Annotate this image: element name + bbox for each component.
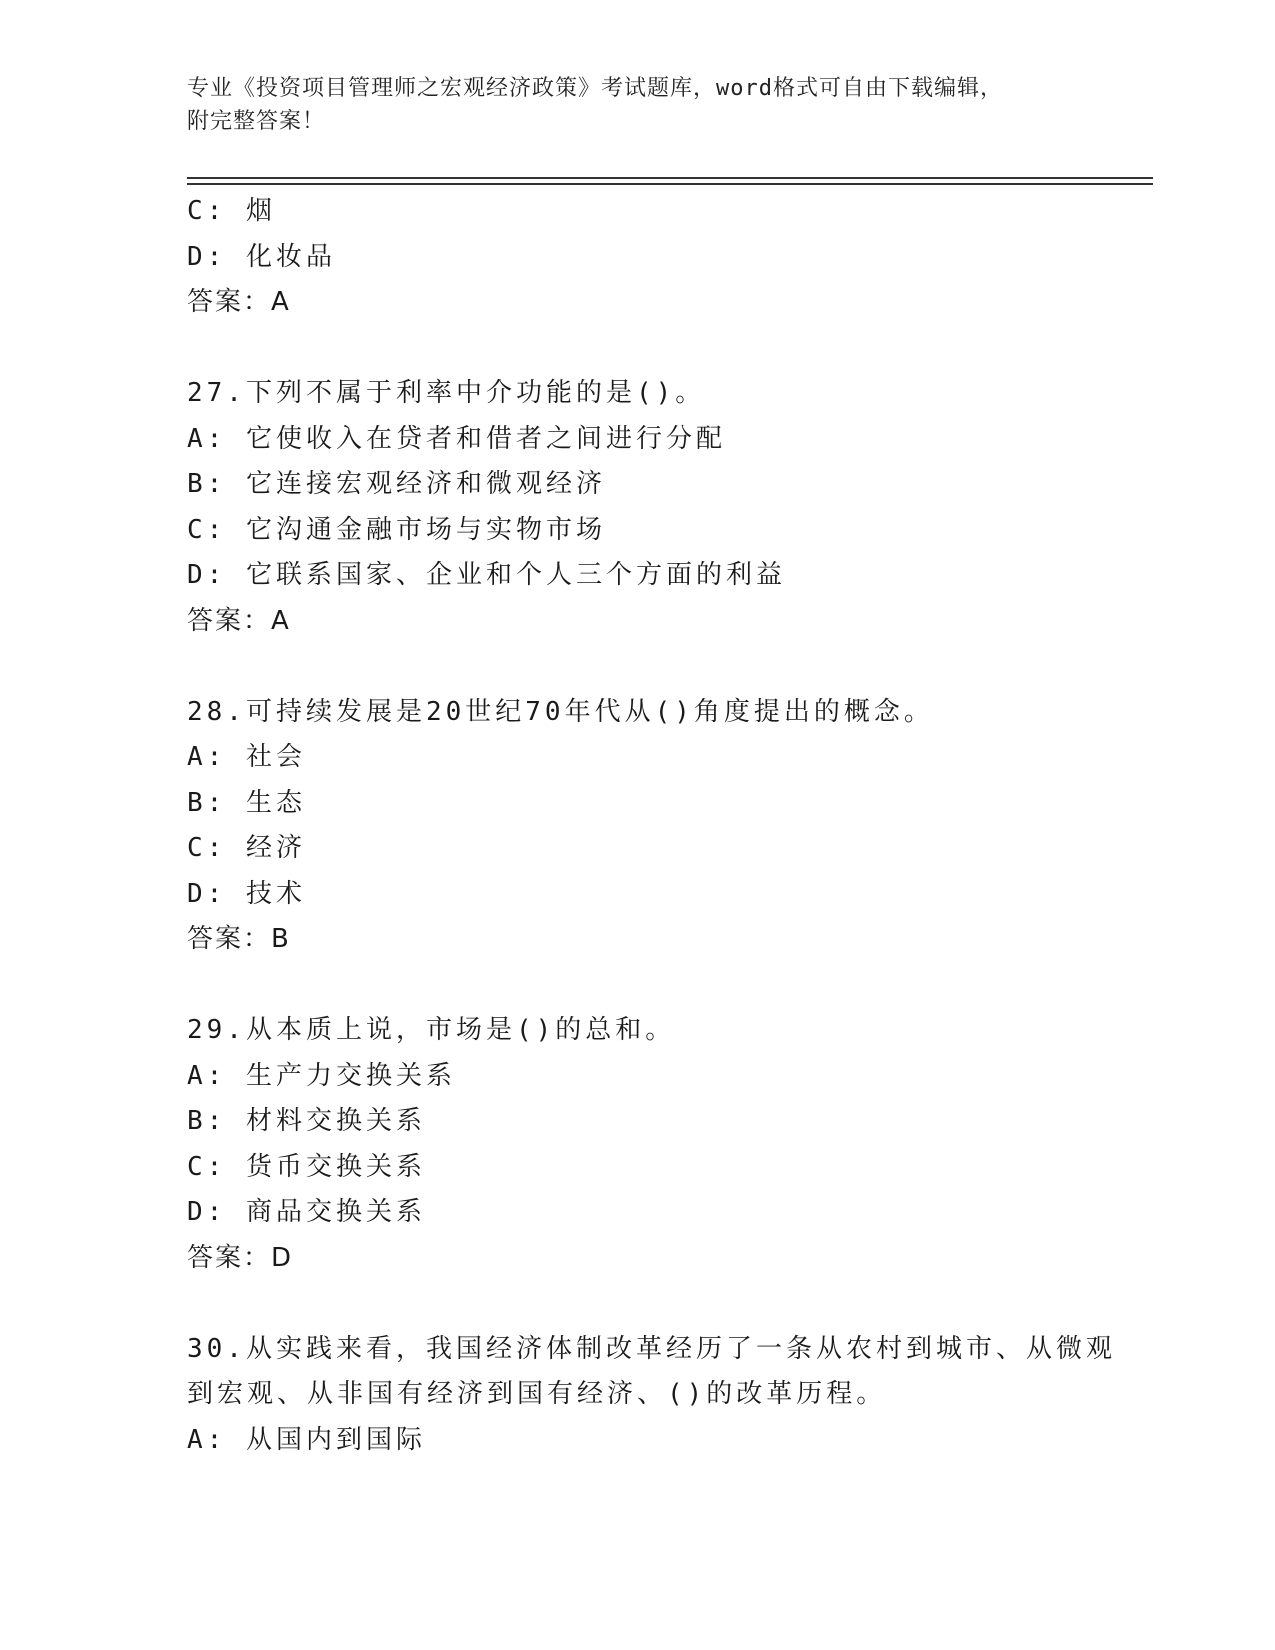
spacer bbox=[187, 963, 1153, 1009]
question-title-line-1: 30.从实践来看，我国经济体制改革经历了一条从农村到城市、从微观 bbox=[187, 1333, 1116, 1364]
option-d: D: 商品交换关系 bbox=[187, 1197, 426, 1227]
question-27 bbox=[187, 371, 1153, 644]
question-30 bbox=[187, 1327, 1153, 1464]
option-a: A: 从国内到国际 bbox=[187, 1424, 426, 1455]
answer-line: 答案：B bbox=[187, 924, 291, 954]
option-a: A: 社会 bbox=[187, 742, 306, 772]
option-d: D: 它联系国家、企业和个人三个方面的利益 bbox=[187, 560, 786, 590]
question-list bbox=[187, 189, 1153, 1463]
spacer bbox=[187, 644, 1153, 690]
question-title-line-2: 到宏观、从非国有经济到国有经济、()的改革历程。 bbox=[187, 1379, 887, 1409]
option-b: B: 生态 bbox=[187, 787, 306, 818]
option-b: B: 它连接宏观经济和微观经济 bbox=[187, 469, 606, 499]
question-title: 29.从本质上说，市场是()的总和。 bbox=[187, 1015, 676, 1045]
option-d: D: 化妆品 bbox=[187, 241, 336, 272]
option-b: B: 材料交换关系 bbox=[187, 1106, 426, 1136]
document-header bbox=[187, 72, 1067, 138]
answer-line: 答案：A bbox=[187, 287, 291, 317]
header-divider-bottom bbox=[187, 183, 1153, 185]
header-line-1: 专业《投资项目管理师之宏观经济政策》考试题库，word格式可自由下载编辑， bbox=[187, 76, 1003, 101]
option-a: A: 生产力交换关系 bbox=[187, 1060, 456, 1091]
question-title: 28.可持续发展是20世纪70年代从()角度提出的概念。 bbox=[187, 696, 934, 727]
option-c: C: 经济 bbox=[187, 833, 306, 863]
previous-question-tail bbox=[187, 189, 1153, 326]
header-line-2: 附完整答案！ bbox=[187, 109, 326, 134]
question-28 bbox=[187, 690, 1153, 963]
option-c: C: 烟 bbox=[187, 196, 276, 226]
option-c: C: 货币交换关系 bbox=[187, 1151, 426, 1182]
option-a: A: 它使收入在贷者和借者之间进行分配 bbox=[187, 423, 726, 454]
question-29 bbox=[187, 1008, 1153, 1281]
option-c: C: 它沟通金融市场与实物市场 bbox=[187, 514, 606, 545]
question-title: 27.下列不属于利率中介功能的是()。 bbox=[187, 378, 706, 408]
spacer bbox=[187, 1281, 1153, 1327]
spacer bbox=[187, 326, 1153, 372]
answer-line: 答案：D bbox=[187, 1242, 294, 1273]
option-d: D: 技术 bbox=[187, 878, 306, 909]
answer-line: 答案：A bbox=[187, 605, 291, 636]
header-divider-top bbox=[187, 177, 1153, 179]
